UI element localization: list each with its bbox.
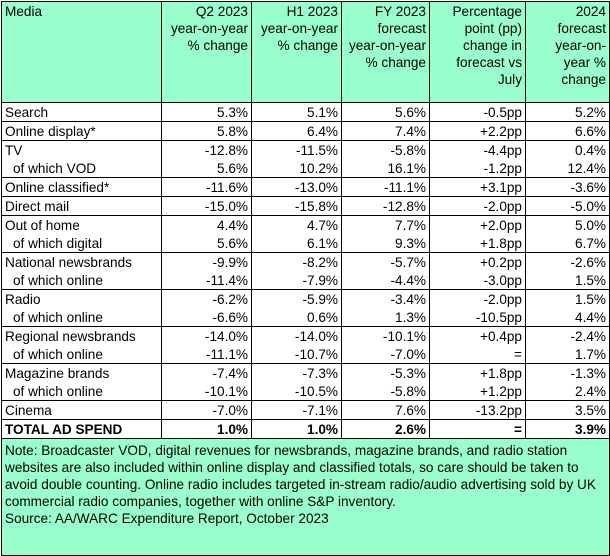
row-value-f24: 0.4% [526, 141, 610, 160]
note-row [2, 439, 610, 556]
row-value-pp: +1.2pp [430, 382, 526, 401]
row-media-label: of which online [2, 308, 162, 327]
header-h1-2023: H1 2023 year-on-year % change [252, 2, 342, 103]
row-value-q2: -11.6% [162, 178, 252, 197]
row-media-label: Search [2, 103, 162, 122]
row-value-pp: -3.0pp [430, 271, 526, 290]
row-value-h1: -14.0% [252, 327, 342, 346]
total-row [2, 420, 610, 439]
row-value-q2: -7.0% [162, 401, 252, 420]
row-media-label: of which online [2, 382, 162, 401]
row-value-f24: 2.4% [526, 382, 610, 401]
row-value-pp: -0.5pp [430, 103, 526, 122]
row-value-pp: +0.4pp [430, 327, 526, 346]
row-value-q2: -14.0% [162, 327, 252, 346]
row-value-h1: 0.6% [252, 308, 342, 327]
row-value-h1: 6.4% [252, 122, 342, 141]
row-value-h1: -8.2% [252, 253, 342, 272]
table-row [2, 141, 610, 160]
table-row [2, 327, 610, 346]
table-row [2, 122, 610, 141]
row-value-pp: +1.8pp [430, 364, 526, 383]
row-value-pp: -1.2pp [430, 159, 526, 178]
table-row [2, 364, 610, 383]
row-value-q2: -6.6% [162, 308, 252, 327]
row-media-label: Direct mail [2, 197, 162, 216]
ad-spend-table [1, 1, 610, 556]
row-media-label: Online display* [2, 122, 162, 141]
row-value-q2: -12.8% [162, 141, 252, 160]
table-row [2, 159, 610, 178]
table-row [2, 253, 610, 272]
row-media-label: Magazine brands [2, 364, 162, 383]
row-value-pp: +1.8pp [430, 234, 526, 253]
row-value-f24: 1.7% [526, 345, 610, 364]
header-2024-forecast: 2024 forecast year-on-year % change [526, 2, 610, 103]
table-row [2, 271, 610, 290]
row-value-f24: 4.4% [526, 308, 610, 327]
row-value-fy: -5.8% [342, 141, 430, 160]
source-text: Source: AA/WARC Expenditure Report, October 2023 [5, 511, 329, 526]
row-value-fy: 7.6% [342, 401, 430, 420]
table-row [2, 103, 610, 122]
row-value-q2: 5.3% [162, 103, 252, 122]
row-media-label: of which online [2, 271, 162, 290]
row-value-fy: -4.4% [342, 271, 430, 290]
total-q2: 1.0% [162, 420, 252, 439]
row-value-f24: 1.5% [526, 271, 610, 290]
row-value-h1: 5.1% [252, 103, 342, 122]
row-value-fy: -5.7% [342, 253, 430, 272]
row-value-f24: 1.5% [526, 290, 610, 309]
row-media-label: Online classified* [2, 178, 162, 197]
row-value-h1: -7.1% [252, 401, 342, 420]
row-media-label: of which digital [2, 234, 162, 253]
row-value-h1: -5.9% [252, 290, 342, 309]
row-value-q2: -11.4% [162, 271, 252, 290]
row-value-pp: = [430, 345, 526, 364]
row-value-f24: 5.2% [526, 103, 610, 122]
row-value-pp: -13.2pp [430, 401, 526, 420]
header-row [2, 2, 610, 103]
row-media-label: National newsbrands [2, 253, 162, 272]
row-value-q2: -11.1% [162, 345, 252, 364]
row-value-h1: 10.2% [252, 159, 342, 178]
row-value-f24: -2.6% [526, 253, 610, 272]
table-row [2, 308, 610, 327]
row-value-q2: 4.4% [162, 216, 252, 235]
row-value-fy: -11.1% [342, 178, 430, 197]
row-value-q2: -15.0% [162, 197, 252, 216]
row-value-fy: -7.0% [342, 345, 430, 364]
total-label: TOTAL AD SPEND [2, 420, 162, 439]
row-value-pp: +3.1pp [430, 178, 526, 197]
row-value-q2: 5.6% [162, 159, 252, 178]
row-value-fy: 16.1% [342, 159, 430, 178]
note-text: Note: Broadcaster VOD, digital revenues for newsbrands, magazine brands, and radio station websites are also included within online display and classified totals, so care should be taken to avoid double counting. Online radio includes targeted in-stream radio/audio advertising sold by UK commercial radio companies, together with online S&P inventory. [5, 443, 596, 509]
row-media-label: Regional newsbrands [2, 327, 162, 346]
row-media-label: Radio [2, 290, 162, 309]
row-value-h1: -10.5% [252, 382, 342, 401]
row-value-h1: -7.9% [252, 271, 342, 290]
row-value-fy: 1.3% [342, 308, 430, 327]
row-value-pp: +2.0pp [430, 216, 526, 235]
row-value-h1: -10.7% [252, 345, 342, 364]
row-value-pp: +2.2pp [430, 122, 526, 141]
row-value-f24: -2.4% [526, 327, 610, 346]
row-value-f24: 5.0% [526, 216, 610, 235]
row-value-q2: -7.4% [162, 364, 252, 383]
table-body [2, 103, 610, 420]
table-row [2, 401, 610, 420]
row-value-fy: 7.4% [342, 122, 430, 141]
row-value-f24: 3.5% [526, 401, 610, 420]
row-value-fy: -3.4% [342, 290, 430, 309]
row-value-h1: -7.3% [252, 364, 342, 383]
header-pp-change: Percentage point (pp) change in forecast vs July [430, 2, 526, 103]
row-value-h1: 4.7% [252, 216, 342, 235]
row-media-label: Cinema [2, 401, 162, 420]
row-value-fy: -10.1% [342, 327, 430, 346]
total-h1: 1.0% [252, 420, 342, 439]
row-value-f24: 6.7% [526, 234, 610, 253]
table-row [2, 197, 610, 216]
header-q2-2023: Q2 2023 year-on-year % change [162, 2, 252, 103]
row-value-fy: 5.6% [342, 103, 430, 122]
header-fy-2023-forecast: FY 2023 forecast year-on-year % change [342, 2, 430, 103]
row-value-fy: -5.8% [342, 382, 430, 401]
row-value-q2: 5.6% [162, 234, 252, 253]
row-value-fy: -5.3% [342, 364, 430, 383]
row-media-label: Out of home [2, 216, 162, 235]
total-pp: = [430, 420, 526, 439]
row-value-q2: 5.8% [162, 122, 252, 141]
table-row [2, 382, 610, 401]
note-cell [2, 439, 610, 556]
row-value-f24: 6.6% [526, 122, 610, 141]
row-value-f24: -3.6% [526, 178, 610, 197]
header-media: Media [2, 2, 162, 103]
row-value-f24: 12.4% [526, 159, 610, 178]
row-value-f24: -5.0% [526, 197, 610, 216]
row-value-fy: 9.3% [342, 234, 430, 253]
row-value-f24: -1.3% [526, 364, 610, 383]
row-value-pp: -4.4pp [430, 141, 526, 160]
row-value-q2: -9.9% [162, 253, 252, 272]
table-row [2, 345, 610, 364]
row-value-h1: -11.5% [252, 141, 342, 160]
row-value-fy: -12.8% [342, 197, 430, 216]
row-value-h1: 6.1% [252, 234, 342, 253]
row-value-q2: -6.2% [162, 290, 252, 309]
table-row [2, 290, 610, 309]
total-fy: 2.6% [342, 420, 430, 439]
row-value-pp: -2.0pp [430, 197, 526, 216]
row-media-label: of which online [2, 345, 162, 364]
row-value-h1: -15.8% [252, 197, 342, 216]
row-value-fy: 7.7% [342, 216, 430, 235]
row-value-h1: -13.0% [252, 178, 342, 197]
row-value-pp: +0.2pp [430, 253, 526, 272]
row-value-pp: -2.0pp [430, 290, 526, 309]
table-row [2, 234, 610, 253]
row-media-label: TV [2, 141, 162, 160]
table-row [2, 178, 610, 197]
table-row [2, 216, 610, 235]
row-media-label: of which VOD [2, 159, 162, 178]
row-value-pp: -10.5pp [430, 308, 526, 327]
row-value-q2: -10.1% [162, 382, 252, 401]
total-2024: 3.9% [526, 420, 610, 439]
